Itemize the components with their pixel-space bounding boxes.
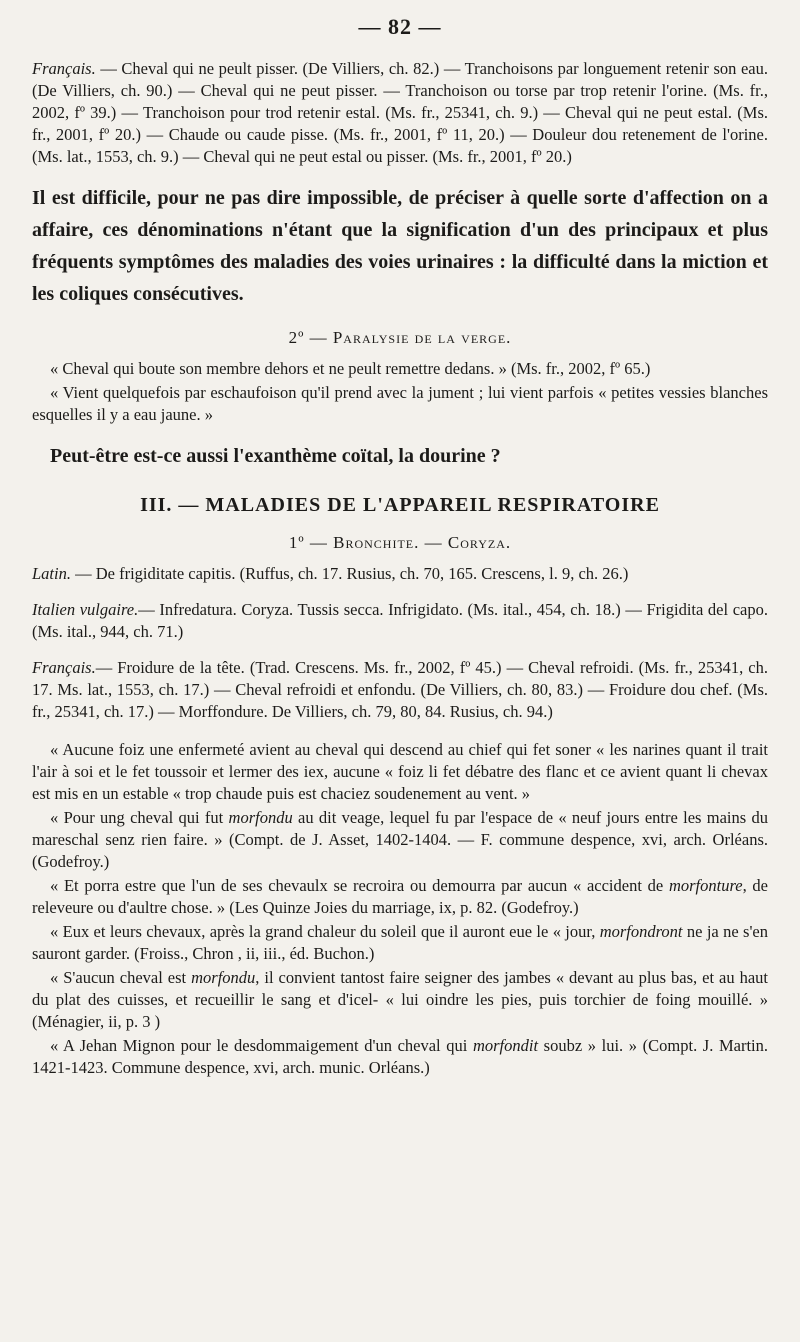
italien-entry <box>32 599 768 643</box>
quote-text: « Et porra estre que l'un de ses chevaulx se recroira ou demourra par aucun « accident de <box>50 876 669 895</box>
quote-emphasis: morfondit <box>472 1036 539 1055</box>
section-number: 2º — <box>288 328 328 347</box>
entry-text: — Cheval qui ne peult pisser. (De Villiers, ch. 82.) — Tranchoisons par longuement retenir son eau. (De Villiers, ch. 90.) — Cheval qui ne peut pisser. — Tranchoison ou torse par trop retenir l'orine. (Ms. fr., 2002, fº 39.) — Tranchoison pour trod retenir estal. (Ms. fr., 25341, ch. 9.) — Cheval qui ne peut estal. (Ms. fr., 2001, fº 20.) — Chaude ou caude pisse. (Ms. fr., 2001, fº 11, 20.) — Douleur dou retenement de l'orine. (Ms. lat., 1553, ch. 9.) — Cheval qui ne peut estal ou pisser. (Ms. fr., 2001, fº 20.) <box>32 59 768 166</box>
quote-text: « Pour ung cheval qui fut <box>50 808 229 827</box>
quote-morfondure-5 <box>32 967 768 1033</box>
section-title: Bronchite. — Coryza. <box>333 533 512 552</box>
quote-text: « S'aucun cheval est <box>50 968 192 987</box>
quote-emphasis: morfondu <box>228 808 293 827</box>
quote-emphasis: morfondront <box>599 922 683 941</box>
quote-text: , il convient tantost faire seigner des jambes « devant au plus bas, et au haut du plat des cuisses, et recueillir le sang et d'icel- « lui oindre les pies, puis torchier de foing mouillé. » (Ménagier, ii, p. 3 ) <box>32 968 768 1031</box>
section-heading-paralysie <box>32 328 768 348</box>
entry-text: — De frigiditate capitis. (Ruffus, ch. 17. Rusius, ch. 70, 165. Crescens, l. 9, ch. 26.) <box>70 564 629 583</box>
entry-language: Français. <box>32 658 96 677</box>
quote-text: soubz » lui. » (Compt. J. Martin. 1421-1423. Commune despence, xvi, arch. munic. Orléans.) <box>32 1036 768 1077</box>
quote-text: « Eux et leurs chevaux, après la grand chaleur du soleil que il auront eue le « jour, <box>50 922 600 941</box>
quote-morfondure-4 <box>32 921 768 965</box>
section-title: Paralysie de la verge. <box>332 328 512 347</box>
entry-language: Italien vulgaire. <box>32 600 139 619</box>
latin-entry <box>32 563 768 585</box>
quote-paralysie-2: « Vient quelquefois par eschaufoison qu'il prend avec la jument ; lui vient parfois « petites vessies blanches esquelles il y a eau jaune. » <box>32 383 768 424</box>
francais-entry <box>32 58 768 168</box>
quote-emphasis: morfonture <box>668 876 743 895</box>
quote-morfondure-6 <box>32 1035 768 1079</box>
quote-text: ne ja ne s'en sauront garder. (Froiss., Chron , ii, iii., éd. Buchon.) <box>32 922 768 963</box>
quote-text: , de releveure ou d'aultre chose. » (Les Quinze Joies du marriage, ix, p. 82. (Godefroy.) <box>32 876 768 917</box>
chapter-title: III. — MALADIES DE L'APPAREIL RESPIRATOIRE <box>140 494 660 516</box>
entry-text: — Infredatura. Coryza. Tussis secca. Infrigidato. (Ms. ital., 454, ch. 18.) — Frigidita del capo. (Ms. ital., 944, ch. 71.) <box>32 600 768 641</box>
francais2-entry <box>32 657 768 723</box>
quote-emphasis: morfondu <box>191 968 256 987</box>
section-heading-bronchite <box>32 533 768 553</box>
quote-morfondure-2 <box>32 807 768 873</box>
quote-text: au dit veage, lequel fu par l'espace de « neuf jours entre les mains du mareschal senz rien faire. » (Compt. de J. Asset, 1402-1404. — F. commune despence, xvi, arch. Orléans. (Godefroy.) <box>32 808 768 871</box>
section-number: 1º — <box>288 533 328 552</box>
quote-morfondure-1 <box>32 739 768 805</box>
entry-language: Latin. <box>32 564 71 583</box>
page-number: — 82 — <box>358 14 442 39</box>
quote-text: « A Jehan Mignon pour le desdommaigement d'un cheval qui <box>50 1036 473 1055</box>
quote-paralysie-1: « Cheval qui boute son membre dehors et ne peult remettre dedans. » (Ms. fr., 2002, fº 65.) <box>50 359 651 378</box>
entry-language: Français. <box>32 59 96 78</box>
body-paragraph: Il est difficile, pour ne pas dire impossible, de préciser à quelle sorte d'affection on a affaire, ces dénominations n'étant que la signification d'un des principaux et plus fréquents symptômes des maladies des voies urinaires : la difficulté dans la miction et les coliques consécutives. <box>32 187 768 305</box>
quote-text: « Aucune foiz une enfermeté avient au cheval qui descend au chief qui fet soner « les narines quant il trait l'air à soi et le fet toussoir et lermer des iex, aucune « foiz li fet débatre des flanc et ce avient quant li chevax est mis en un estable « trop chaude puis est chaciez soudenement au vent. » <box>32 740 768 803</box>
entry-text: — Froidure de la tête. (Trad. Crescens. Ms. fr., 2002, fº 45.) — Cheval refroidi. (Ms. fr., 25341, ch. 17. Ms. lat., 1553, ch. 17.) — Cheval refroidi et enfondu. (De Villiers, ch. 80, 83.) — Froidure dou chef. (Ms. fr., 25341, ch. 17.) — Morffondure. De Villiers, ch. 79, 80, 84. Rusius, ch. 94.) <box>32 658 768 721</box>
quote-morfondure-3 <box>32 875 768 919</box>
question-paragraph: Peut-être est-ce aussi l'exanthème coïtal, la dourine ? <box>50 445 501 467</box>
